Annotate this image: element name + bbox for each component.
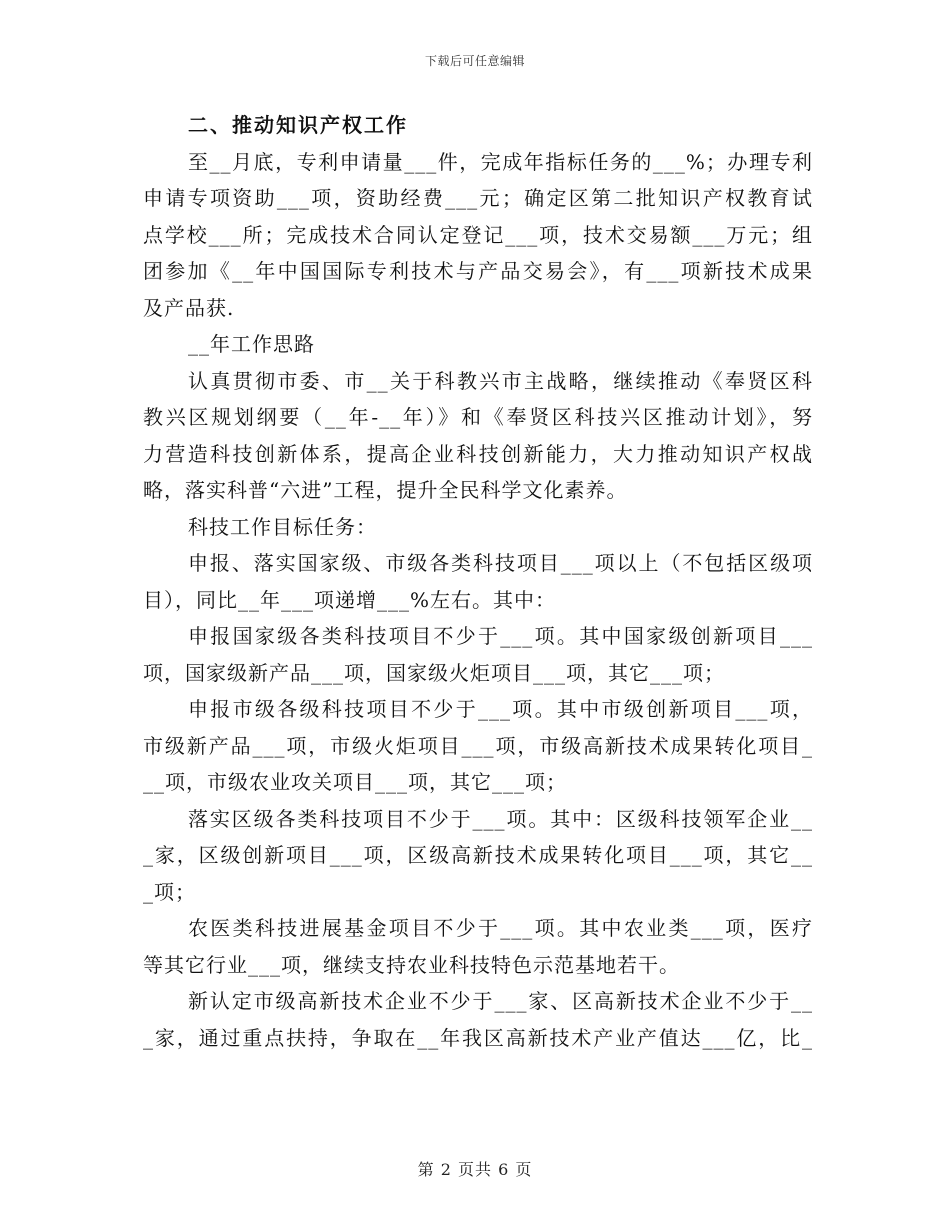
paragraph-line: 力营造科技创新体系，提高企业科技创新能力，大力推动知识产权战 xyxy=(143,441,813,466)
paragraph-line: 认真贯彻市委、市__关于科教兴市主战略，继续推动《奉贤区科 xyxy=(188,368,813,393)
subheading-line: __年工作思路 xyxy=(188,332,315,356)
paragraph-line: 落实区级各类科技项目不少于___项。其中：区级科技领军企业__ xyxy=(188,806,813,831)
paragraph-line: 等其它行业___项，继续支持农业科技特色示范基地若干。 xyxy=(143,952,680,977)
paragraph-line: _家，区级创新项目___项，区级高新技术成果转化项目___项，其它__ xyxy=(143,843,813,867)
paragraph-line: 点学校___所；完成技术合同认定登记___项，技术交易额___万元；组 xyxy=(143,222,813,247)
paragraph-line: 申报、落实国家级、市级各类科技项目___项以上（不包括区级项 xyxy=(188,551,813,575)
paragraph-line: 新认定市级高新技术企业不少于___家、区高新技术企业不少于__ xyxy=(188,989,813,1013)
paragraph-line: 申请专项资助___项，资助经费___元；确定区第二批知识产权教育试 xyxy=(143,186,813,210)
paragraph-line: __项，市级农业攻关项目___项，其它___项； xyxy=(143,770,567,794)
subheading-line: 科技工作目标任务： xyxy=(188,514,377,539)
paragraph-line: 项，国家级新产品___项，国家级火炬项目___项，其它___项； xyxy=(143,660,725,685)
page-header: 下载后可任意编辑 xyxy=(424,54,525,68)
paragraph-line: 略，落实科普“六进”工程，提升全民科学文化素养。 xyxy=(143,478,628,502)
paragraph-line: 至__月底，专利申请量___件，完成年指标任务的___%；办理专利 xyxy=(188,149,813,174)
paragraph-line: 农医类科技进展基金项目不少于___项。其中农业类___项，医疗 xyxy=(188,916,813,940)
paragraph-line: _项； xyxy=(143,879,196,904)
paragraph-line: 团参加《__年中国国际专利技术与产品交易会》，有___项新技术成果 xyxy=(143,259,813,283)
document-body xyxy=(143,107,813,1056)
paragraph-line: 申报市级各级科技项目不少于___项。其中市级创新项目___项， xyxy=(188,697,813,721)
paragraph-line: 市级新产品___项，市级火炬项目___项，市级高新技术成果转化项目_ xyxy=(143,733,813,758)
section-heading: 二、推动知识产权工作 xyxy=(188,113,408,137)
paragraph-line: _家，通过重点扶持，争取在__年我区高新技术产业产值达___亿，比_ xyxy=(143,1025,813,1050)
paragraph-line: 及产品获. xyxy=(143,295,235,320)
paragraph-line: 教兴区规划纲要（__年-__年）》和《奉贤区科技兴区推动计划》，努 xyxy=(143,405,813,429)
paragraph-line: 申报国家级各类科技项目不少于___项。其中国家级创新项目___ xyxy=(188,624,813,648)
paragraph-line: 目），同比__年___项递增___%左右。其中： xyxy=(143,587,557,612)
page-footer: 第 2 页共 6 页 xyxy=(417,1160,533,1179)
